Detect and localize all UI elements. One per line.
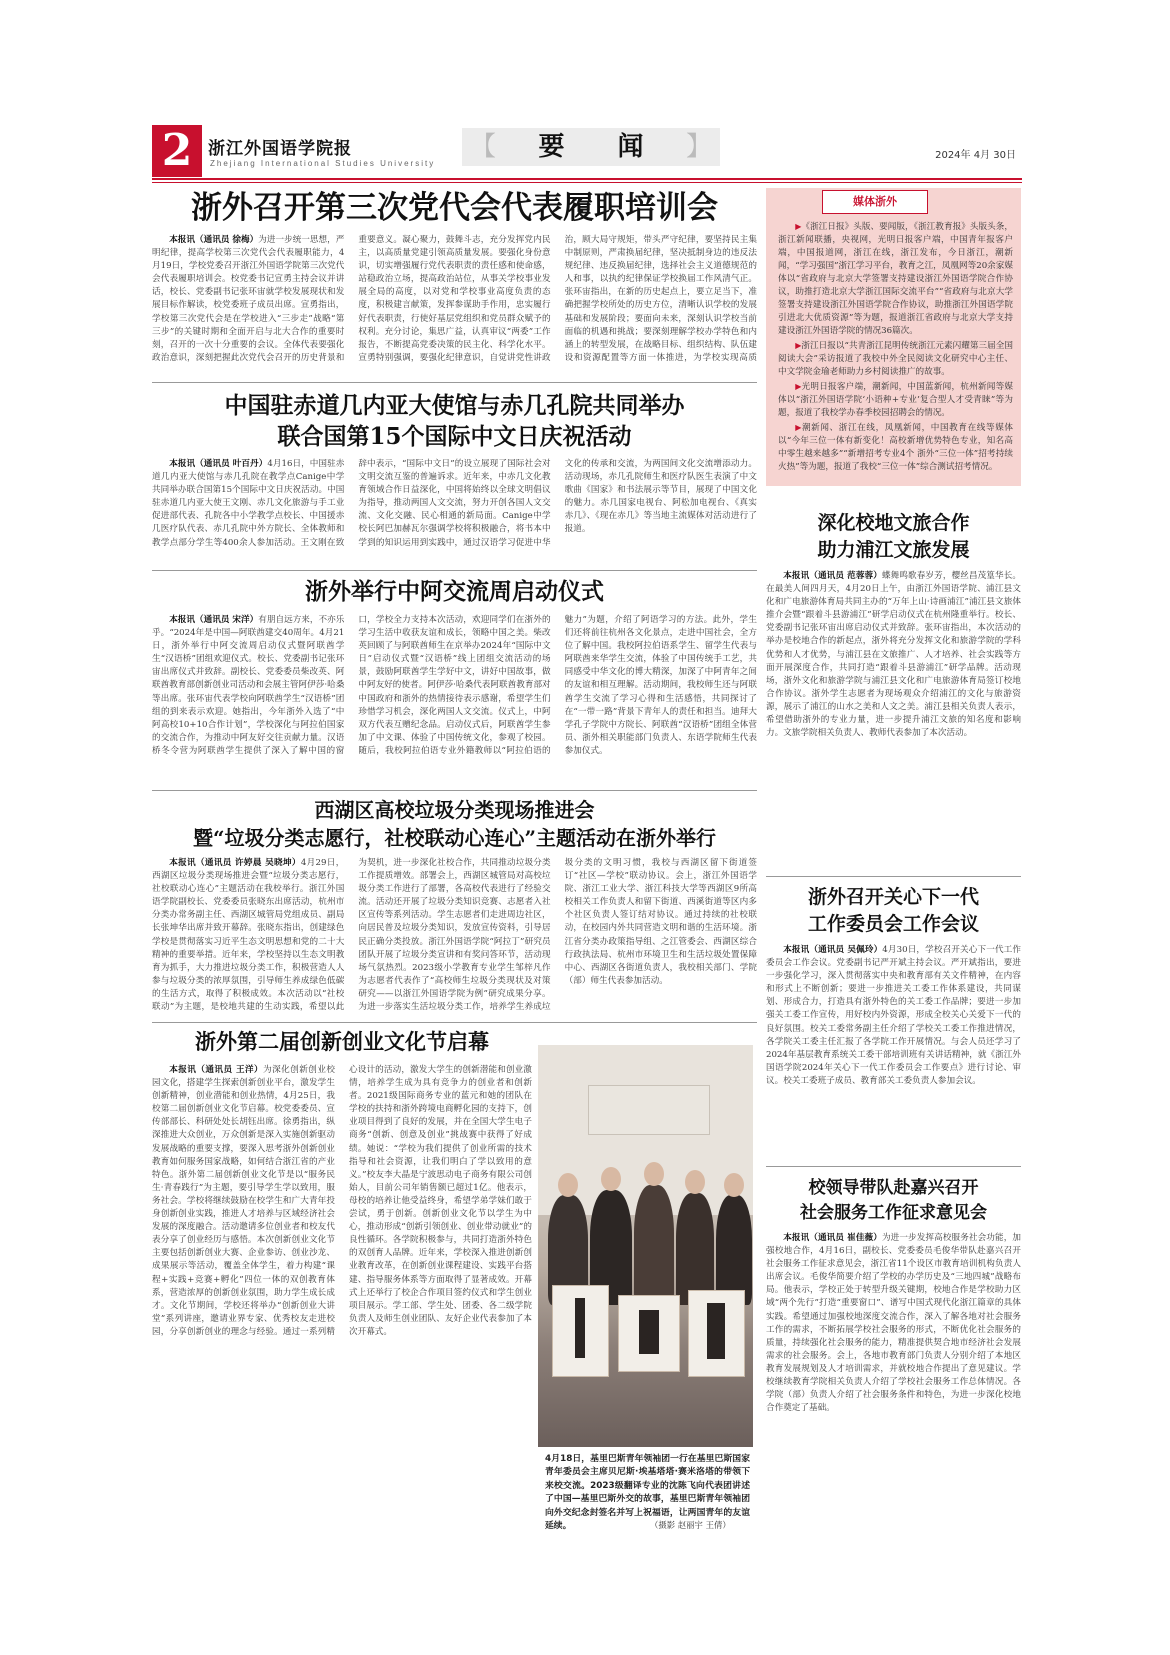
article-3-body bbox=[152, 614, 757, 784]
article-8-byline: 本报讯（通讯员 崔佳薇） bbox=[783, 1233, 882, 1243]
article-6-text: 蝶舞鸣歌春岁芳，樱丝昌茂篁华长。在最美人间四月天，4月20日上午，由浙江外国语学院、浦江县文化和广电旅游体育局共同主办的“万年上山·诗画浦江”浦江县文旅体推介会暨“跟着斗县游浦江”研学启动仪式在杭州隆重举行。校长、党委副书记张环宙出席启动仪式并致辞。张环宙指出，本次活动的举办是校地合作的新起点，浙外将充分发挥文化和旅游学院的学科优势和人才优势，与浦江县在文旅推广、人才培养、社会实践等方面开展深度合作，共同打造“跟着斗县游浦江”研学品牌。活动现场，浙外文化和旅游学院与浦江县文化和广电旅游体育局签订校地合作协议。浙外学生志愿者为现场观众介绍浦江的文化与旅游资源，展示了浦江的山水之美和人文之美。浦江县相关负责人表示，希望借助浙外的专业力量，进一步提升浦江文旅的知名度和影响力。文旅学院相关负责人、教师代表参加了本次活动。 bbox=[766, 571, 1021, 739]
paper-name: 浙江外国语学院报 bbox=[208, 139, 352, 159]
article-8-body bbox=[766, 1232, 1021, 1524]
article-5-byline: 本报讯（通讯员 王洋） bbox=[169, 1065, 264, 1075]
article-7-body bbox=[766, 944, 1021, 1160]
article-5-body bbox=[152, 1064, 532, 1524]
sidebar-item: ▶光明日报客户端，潮新闻，中国蓝新闻，杭州新闻等媒体以“浙江外国语学院‘小语种+专业’复合型人才受青睐”等为题，报道了我校学办春季校园招聘会的情况。 bbox=[778, 382, 1013, 418]
calligraphy-scroll-icon bbox=[618, 1295, 680, 1372]
article-6-headline-line1: 深化校地文旅合作 bbox=[817, 512, 970, 534]
masthead-rule bbox=[152, 178, 1022, 180]
article-2-text: 4月16日，中国驻赤道几内亚大使馆与赤几孔院在教学点Canige中学共同举办联合国第15个国际中文日庆祝活动。中国驻赤道几内亚大使王文刚、赤几文化旅游与手工业促进部代表、孔院各中小学教学点校长、中国援赤几医疗队代表、赤几孔院中外方院长、全体教师和教学点部分学生等400余人参加活动。王文刚在致辞中表示，“国际中文日”的设立展现了国际社会对文明交流互鉴的普遍诉求。近年来，中赤几文化教育领域合作日益深化，中国将始终以全球文明倡议为指导，推动两国人文交流，努力开创各国人文交流、文化交融、民心相通的新局面。Canige中学校长阿巴加赫瓦尔强调学校将积极融合，将书本中学到的知识运用到实践中，通过汉语学习促进中华文化的传承和交流，为两国间文化交流增添动力。活动现场，赤几孔院师生和医疗队医生表演了中文歌曲《国家》和书法展示等节目，展现了中国文化的魅力。赤几国家电视台、阿松加电视台、《真实赤几》、《现在赤几》等当地主流媒体对活动进行了报道。 bbox=[152, 459, 757, 548]
article-2-body bbox=[152, 458, 757, 564]
article-4-text: 4月29日，西湖区垃圾分类现场推进会暨“垃圾分类志愿行，社校联动心连心”主题活动在我校举行。浙江外国语学院副校长、党委委员张晓东出席活动，杭州市分类办常务副主任、西湖区城管局党组成员、副局长张坤华出席并致开幕辞。张晓东指出，创建绿色学校是贯彻落实习近平生态文明思想和党的二十大精神的重要举措。近年来，学校坚持以生态文明教育为抓手，大力推进垃圾分类工作，积极营造人人参与垃圾分类的浓厚氛围，引导师生养成绿色低碳的生活方式，取得了积极成效。本次活动以“社校联动”为主题，是校地共建的生动实践，希望以此为契机，进一步深化社校合作，共同推动垃圾分类工作提质增效。部署会上，西湖区城管局对高校垃圾分类工作进行了部署，各高校代表进行了经验交流。活动还开展了垃圾分类知识竞赛、志愿者入社区宣传等系列活动。学生志愿者们走进周边社区，向居民普及垃圾分类知识，发放宣传资料，引导居民正确分类投放。浙江外国语学院“阿拉丁”研究员团队开展了垃圾分类宣讲和有奖问答环节，活动现场气氛热烈。2023级小学教育专业学生邹梓凡作为志愿者代表作了“高校师生垃圾分类现状及对策研究——以浙江外国语学院为例”研究成果分享。为进一步落实生活垃圾分类工作，培养学生养成垃圾分类的文明习惯，我校与西湖区留下街道签订“社区—学校”联动协议。会上，浙江外国语学院、浙江工业大学、浙江科技大学等西湖区9所高校相关工作负责人和留下街道、西溪街道等区内多个社区负责人签订结对协议。通过持续的社校联动，在校园内外共同营造文明和谐的生活环境。浙江省分类办政策指导组、之江管委会、西湖区综合行政执法局、杭州市环境卫生和生活垃圾处置保障中心、西湖区各街道负责人，我校相关部门、学院（部）师生代表参加活动。 bbox=[152, 858, 757, 1013]
news-photo bbox=[538, 1045, 753, 1447]
sidebar-text bbox=[778, 220, 1013, 482]
section-title: 要 闻 bbox=[538, 132, 666, 162]
article-7-headline-line2: 工作委员会工作会议 bbox=[807, 913, 979, 935]
article-2-byline: 本报讯（通讯员 叶百丹） bbox=[169, 459, 268, 469]
section-banner bbox=[462, 128, 720, 166]
article-6-byline: 本报讯（通讯员 范蓉蓉） bbox=[783, 571, 882, 581]
divider bbox=[152, 382, 757, 383]
triangle-icon: ▶ bbox=[795, 423, 802, 432]
photo-credit: （摄影 赵丽宇 王倩） bbox=[650, 1520, 731, 1530]
article-3-headline: 浙外举行中阿交流周启动仪式 bbox=[305, 578, 604, 605]
article-3-text: 有朋自远方来，不亦乐乎。“2024年是中国—阿联酋建交40周年。4月21日，浙外举行中阿交流周启动仪式暨阿联酋学生“汉语桥”团组欢迎仪式。校长、党委副书记张环宙出席仪式并致辞。副校长、党委委员柴改英、阿联酋教育部创新创业司活动和会展主管阿伊莎·哈桑等出席。张环宙代表学校向阿联酋学生“汉语桥”团组的到来表示欢迎。她指出，今年浙外入选了“中阿高校10+10合作计划”，学校深化与阿拉伯国家的交流合作，为推动中阿友好交往贡献力量。汉语桥冬令营为阿联酋学生提供了深入了解中国的窗口，学校全力支持本次活动，欢迎同学们在浙外的学习生活中收获友谊和成长，领略中国之美。柴改英回顾了与阿联酋师生在京举办2024年“国际中文日”启动仪式暨“汉语桥”线上团组交流活动的场景，鼓励阿联酋学生学好中文，讲好中国故事，做中阿友好的使者。阿伊莎·哈桑代表阿联酋教育部对中国政府和浙外的热情接待表示感谢，希望学生们珍惜学习机会，深化两国人文交流。仪式上，中阿双方代表互赠纪念品。启动仪式后，阿联酋学生参加了中文课、体验了中国传统文化，参观了校园。随后，我校阿拉伯语专业外籍教师以“阿拉伯语的魅力”为题，介绍了阿语学习的方法。此外，学生们还将前往杭州各文化景点，走进中国社会，全方位了解中国。我校阿拉伯语系学生、留学生代表与阿联酋来华学生交流，体验了中国传统手工艺，共同感受中华文化的博大精深，加深了中阿青年之间的友谊和相互理解。活动期间，我校师生还与阿联酋学生交流了学习心得和生活感悟，共同探讨了在“一带一路”背景下青年人的责任和担当。迪拜大学孔子学院中方院长、阿联酋“汉语桥”团组全体营员、浙外相关职能部门负责人、东语学院师生代表参加仪式。 bbox=[152, 615, 757, 756]
article-6-body bbox=[766, 570, 1021, 870]
bracket-left-icon: 【 bbox=[470, 132, 497, 162]
calligraphy-scroll-icon bbox=[688, 1290, 745, 1377]
divider bbox=[766, 876, 1021, 877]
article-5-headline: 浙外第二届创新创业文化节启幕 bbox=[195, 1029, 489, 1054]
issue-date: 2024年 4月 30日 bbox=[935, 150, 1016, 161]
article-1-byline: 本报讯（通讯员 徐梅） bbox=[169, 235, 259, 245]
sidebar-item: ▶《浙江日报》头版、要闻版，《浙江教育报》头版头条，浙江新闻联播，央视网，光明日报客户端，中国青年报客户端，中国报道网，浙江在线，浙江发布，今日浙江，潮新闻，“学习强国”浙江学习平台，教育之江，凤凰网等20余家媒体以“省政府与北京大学签署支持建设浙江外国语学院合作协议，助推打造北京大学浙江国际交流平台”“省政府与北京大学签署支持建设浙江外国语学院合作协议，助推浙江外国语学院引进北大优质资源”等为题，报道浙江省政府与北京大学支持建设浙江外国语学院的情况36篇次。 bbox=[778, 222, 1013, 336]
article-6-headline-line2: 助力浦江文旅发展 bbox=[817, 539, 970, 561]
article-4-byline: 本报讯（通讯员 许婷晨 吴晓坤） bbox=[169, 858, 301, 868]
masthead-rule-thin bbox=[152, 182, 1022, 183]
divider bbox=[152, 1022, 757, 1023]
article-2-headline-line1: 中国驻赤道几内亚大使馆与赤几孔院共同举办 bbox=[224, 392, 685, 419]
bracket-right-icon: 】 bbox=[685, 132, 712, 162]
article-2-headline-line2: 联合国第15个国际中文日庆祝活动 bbox=[277, 423, 632, 450]
article-7-byline: 本报讯（通讯员 吴佩玲） bbox=[783, 945, 883, 955]
triangle-icon: ▶ bbox=[795, 382, 802, 391]
paper-name-en: Zhejiang International Studies University bbox=[210, 159, 436, 168]
article-4-headline-line1: 西湖区高校垃圾分类现场推进会 bbox=[314, 798, 595, 822]
article-1-body bbox=[152, 234, 757, 376]
article-3-byline: 本报讯（通讯员 宋洋） bbox=[169, 615, 259, 625]
article-8-headline-line1: 校领导带队赴嘉兴召开 bbox=[808, 1178, 979, 1198]
article-1-headline: 浙外召开第三次党代会代表履职培训会 bbox=[191, 190, 718, 226]
article-8-text: 为进一步发挥高校服务社会功能，加强校地合作，4月16日，副校长、党委委员毛俊华带队赴嘉兴召开社会服务工作征求意见会，浙江省11个设区市教育培训机构负责人出席会议。毛俊华简要介绍了学校的办学历史及“三地四城”战略布局。他表示，学校正处于转型升级关键期，校地合作是学校助力区域“两个先行”打造“重要窗口”、谱写中国式现代化浙江篇章的具体实践。希望通过加强校地深度交流合作，深入了解各地对社会服务工作的需求，不断拓展学校社会服务的形式，不断优化社会服务的质量，持续强化社会服务的能力，精准提供契合地市经济社会发展需求的社会服务。会上，各地市教育部门负责人分别介绍了本地区教育发展规划及人才培训需求，并就校地合作提出了意见建议。学校继续教育学院相关负责人介绍了学校社会服务工作总体情况。各学院（部）负责人介绍了社会服务条件和特色，为进一步深化校地合作奠定了基础。 bbox=[766, 1233, 1021, 1414]
photo-caption: 4月18日，基里巴斯青年领袖团一行在基里巴斯国家青年委员会主席贝尼斯·埃基塔塔·赛米洛塔的带领下来校交流。2023级翻译专业的沈陈飞向代表团讲述了中国—基里巴斯外交的故事，基里巴斯青年领袖团向外交纪念封签名并写上祝福语，让两国青年的友谊延续。 bbox=[545, 1454, 750, 1532]
triangle-icon: ▶ bbox=[795, 341, 802, 350]
article-5-text: 为深化创新创业校园文化，搭建学生探索创新创业平台，激发学生创新精神，创业潜能和创业热情，4月25日，我校第二届创新创业文化节启幕。校党委委员、宣传部部长、科研处处长胡钰出席。徐勇指出，纵深推进大众创业，万众创新是深入实施创新驱动发展战略的重要支撑，要深入思考浙外创新创业教育如何服务国家战略，如何结合浙江省的产业特色。浙外第二届创新创业文化节是以“服务民生·青春践行”为主题，要引导学生学以致用，服务社会。学校将继续鼓励在校学生和广大青年投身创新创业实践，推进人才培养与区域经济社会发展的深度融合。活动邀请多位创业者和校友代表分享了创业经历与感悟。本次创新创业文化节主要包括创新创业大赛、企业参访、创业沙龙、成果展示等活动，覆盖全体学生，着力构建“课程+实践+竞赛+孵化”四位一体的双创教育体系，营造浓厚的创新创业氛围，助力学生成长成才。文化节期间，学校还将举办“创新创业大讲堂”系列讲座，邀请业界专家、优秀校友走进校园，分享创新创业的理念与经验。通过一系列精心设计的活动，激发大学生的创新潜能和创业激情，培养学生成为具有竞争力的创业者和创新者。2021级国际商务专业的蓝元和她的团队在学校的扶持和浙外跨境电商孵化园的支持下，创业项目得到了良好的发展，并在全国大学生电子商务“创新、创意及创业”挑战赛中获得了好成绩。她说：“学校为我们提供了创业所需的技术指导和社会资源，让我们明白了学以致用的意义。”校友李大晶是宁波思动电子商务有限公司创始人，目前公司年销售额已超过1亿。他表示，母校的培养让他受益终身，希望学弟学妹们敢于尝试，勇于创新。创新创业文化节以学生为中心，推动形成“创新引领创业、创业带动就业”的良性循环。各学院积极参与，共同打造浙外特色的双创育人品牌。近年来，学校深入推进创新创业教育改革，在创新创业课程建设、实践平台搭建、指导服务体系等方面取得了显著成效。开幕式上还举行了校企合作项目签约仪式和学生创业项目展示。学工部、学生处、团委、各二级学院负责人及师生创业团队、友好企业代表参加了本次开幕式。 bbox=[152, 1065, 532, 1337]
article-7-headline-line1: 浙外召开关心下一代 bbox=[807, 886, 979, 908]
calligraphy-scroll-icon bbox=[552, 1285, 609, 1377]
sidebar-tag: 媒体浙外 bbox=[822, 190, 928, 214]
article-4-body bbox=[152, 857, 757, 1017]
triangle-icon: ▶ bbox=[795, 222, 802, 231]
divider bbox=[766, 1166, 1021, 1167]
article-8-headline-line2: 社会服务工作征求意见会 bbox=[800, 1203, 987, 1223]
divider bbox=[152, 790, 757, 791]
sidebar-item: ▶潮新闻、浙江在线，凤凰新闻，中国教育在线等媒体以“今年三位一体有新变化！高校新增优势特色专业，知名高中零生越来越多”“新增招考专业4个 浙外“三位一体”招考持续火热”等为题，报道了我校“三位一体”综合测试招考情况。 bbox=[778, 423, 1013, 472]
article-1-text: 为进一步统一思想，严明纪律，提高学校第三次党代会代表履职能力，4月19日，学校党委召开浙江外国语学院第三次党代会代表履职培训会。校党委书记宣勇主持会议并讲话，校长、党委副书记张环宙就学校发展现状和发展目标作解读，校党委班子成员出席。宣勇指出，学校第三次党代会是在学校进入“三步走”战略“第三步”的关键时期和全面开启与北大合作的重要时刻，召开的一次十分重要的会议。全体代表要强化政治意识，深刻把握此次党代会召开的历史背景和重要意义。凝心聚力，鼓舞斗志，充分发挥党内民主，以高质量党建引领高质量发展。要强化身份意识，切实增强履行党代表职责的责任感和使命感，站稳政治立场，提高政治站位，从事关学校事业发展全局的高度，以对党和学校事业高度负责的态度，积极建言献策，发挥参谋助手作用，忠实履行好代表职责，行使好基层党组织和党员群众赋予的权利。充分讨论，集思广益，认真审议“两委”工作报告，不断提高党委决策的民主化、科学化水平。宣勇特别强调，要强化纪律意识，自觉讲党性讲政治，顾大局守规矩，带头严守纪律，要坚持民主集中制原则，严肃换届纪律，坚决抵制身边的违反法规纪律、违反换届纪律，选择社会主义道德规范的人和事，以执约纪律保证学校换届工作风清气正。张环宙指出，在新的历史起点上，要立足当下，准确把握学校所处的历史方位，清晰认识学校的发展基础和发展阶段；要面向未来，深刻认识学校当前面临的机遇和挑战；要深刻理解学校办学特色和内涵上的转型发展，在战略目标、组织结构、队伍建设和资源配置等方面一体推进，为学校实现高质 bbox=[152, 235, 757, 363]
divider bbox=[152, 570, 757, 571]
article-7-text: 4月30日，学校召开关心下一代工作委员会工作会议。党委副书记严开斌主持会议。严开斌指出，要进一步强化学习，深入贯彻落实中央和教育部有关文件精神，在内容和形式上不断创新；要进一步推进关工委工作体系建设，共同谋划、形成合力，打造具有浙外特色的关工委工作品牌；要进一步加强关工委工作宣传，用好校内外资源，形成全校关心关爱下一代的良好氛围。校关工委常务副主任介绍了学校关工委工作推进情况，各学院关工委主任汇报了各学院工作开展情况。与会人员还学习了2024年基层教育系统关工委干部培训班有关讲话精神，就《浙江外国语学院2024年关心下一代工作委员会工作要点》进行讨论、审议。校关工委班子成员、教育部关工委负责人参加会议。 bbox=[766, 945, 1021, 1086]
article-4-headline-line2: 暨“垃圾分类志愿行，社校联动心连心”主题活动在浙外举行 bbox=[192, 826, 716, 850]
sidebar-item: ▶浙江日报以“共青浙江昆明传统浙江元素闪耀第三届全国阅读大会”采访报道了我校中外全民阅读文化研究中心主任、中文学院金瑜老师助力乡村阅读推广的故事。 bbox=[778, 341, 1013, 377]
page-number: 2 bbox=[152, 125, 202, 177]
